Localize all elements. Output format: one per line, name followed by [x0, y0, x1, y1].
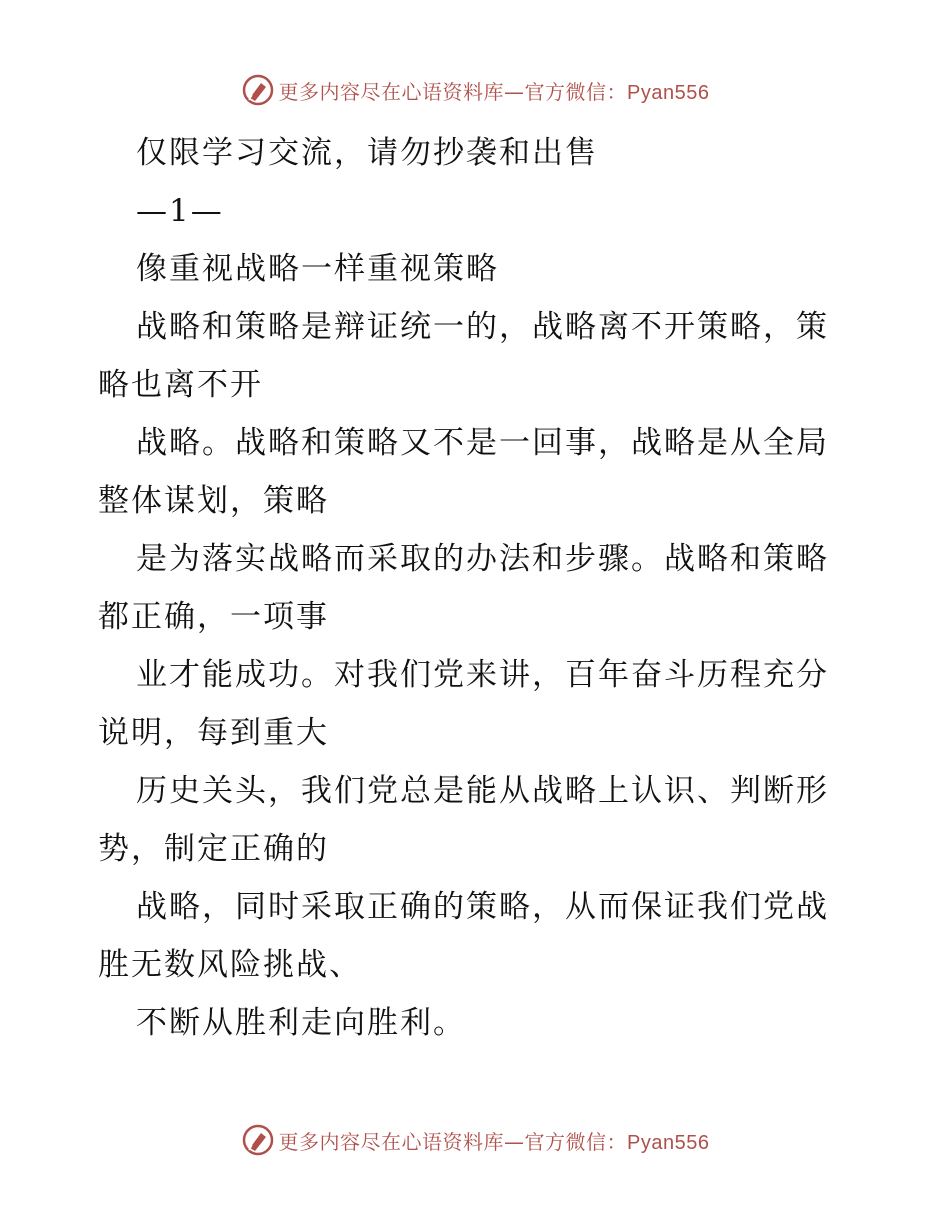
paragraph-line: 历史关头，我们党总是能从战略上认识、判断形 [136, 773, 829, 809]
paragraph-line: 是为落实战略而采取的办法和步骤。战略和策略 [136, 541, 829, 577]
watermark-text: 更多内容尽在心语资料库—官方微信：Pyan556 [278, 1129, 710, 1154]
watermark-text: 更多内容尽在心语资料库—官方微信：Pyan556 [278, 79, 710, 104]
footer-watermark [0, 1120, 950, 1160]
paragraph-line: 战略，同时采取正确的策略，从而保证我们党战 [136, 889, 829, 925]
paragraph-line: 都正确，一项事 [98, 599, 329, 635]
paragraph-line: 略也离不开 [98, 367, 263, 403]
pen-logo-icon [241, 73, 275, 107]
section-title: 像重视战略一样重视策略 [136, 251, 499, 287]
paragraph-line: 战略。战略和策略又不是一回事，战略是从全局 [136, 425, 829, 461]
paragraph-line: 业才能成功。对我们党来讲，百年奋斗历程充分 [136, 657, 829, 693]
paragraph-line: 说明，每到重大 [98, 715, 329, 751]
document-body [98, 124, 858, 1052]
paragraph-line: 胜无数风险挑战、 [98, 947, 362, 983]
paragraph-line: 不断从胜利走向胜利。 [136, 1005, 466, 1041]
paragraph-line: 战略和策略是辩证统一的，战略离不开策略，策 [136, 309, 829, 345]
page-number: —1— [136, 193, 224, 229]
notice-line: 仅限学习交流，请勿抄袭和出售 [136, 135, 598, 171]
pen-logo-icon [241, 1123, 275, 1157]
paragraph-line: 整体谋划，策略 [98, 483, 329, 519]
paragraph-line: 势，制定正确的 [98, 831, 329, 867]
header-watermark [0, 70, 950, 110]
